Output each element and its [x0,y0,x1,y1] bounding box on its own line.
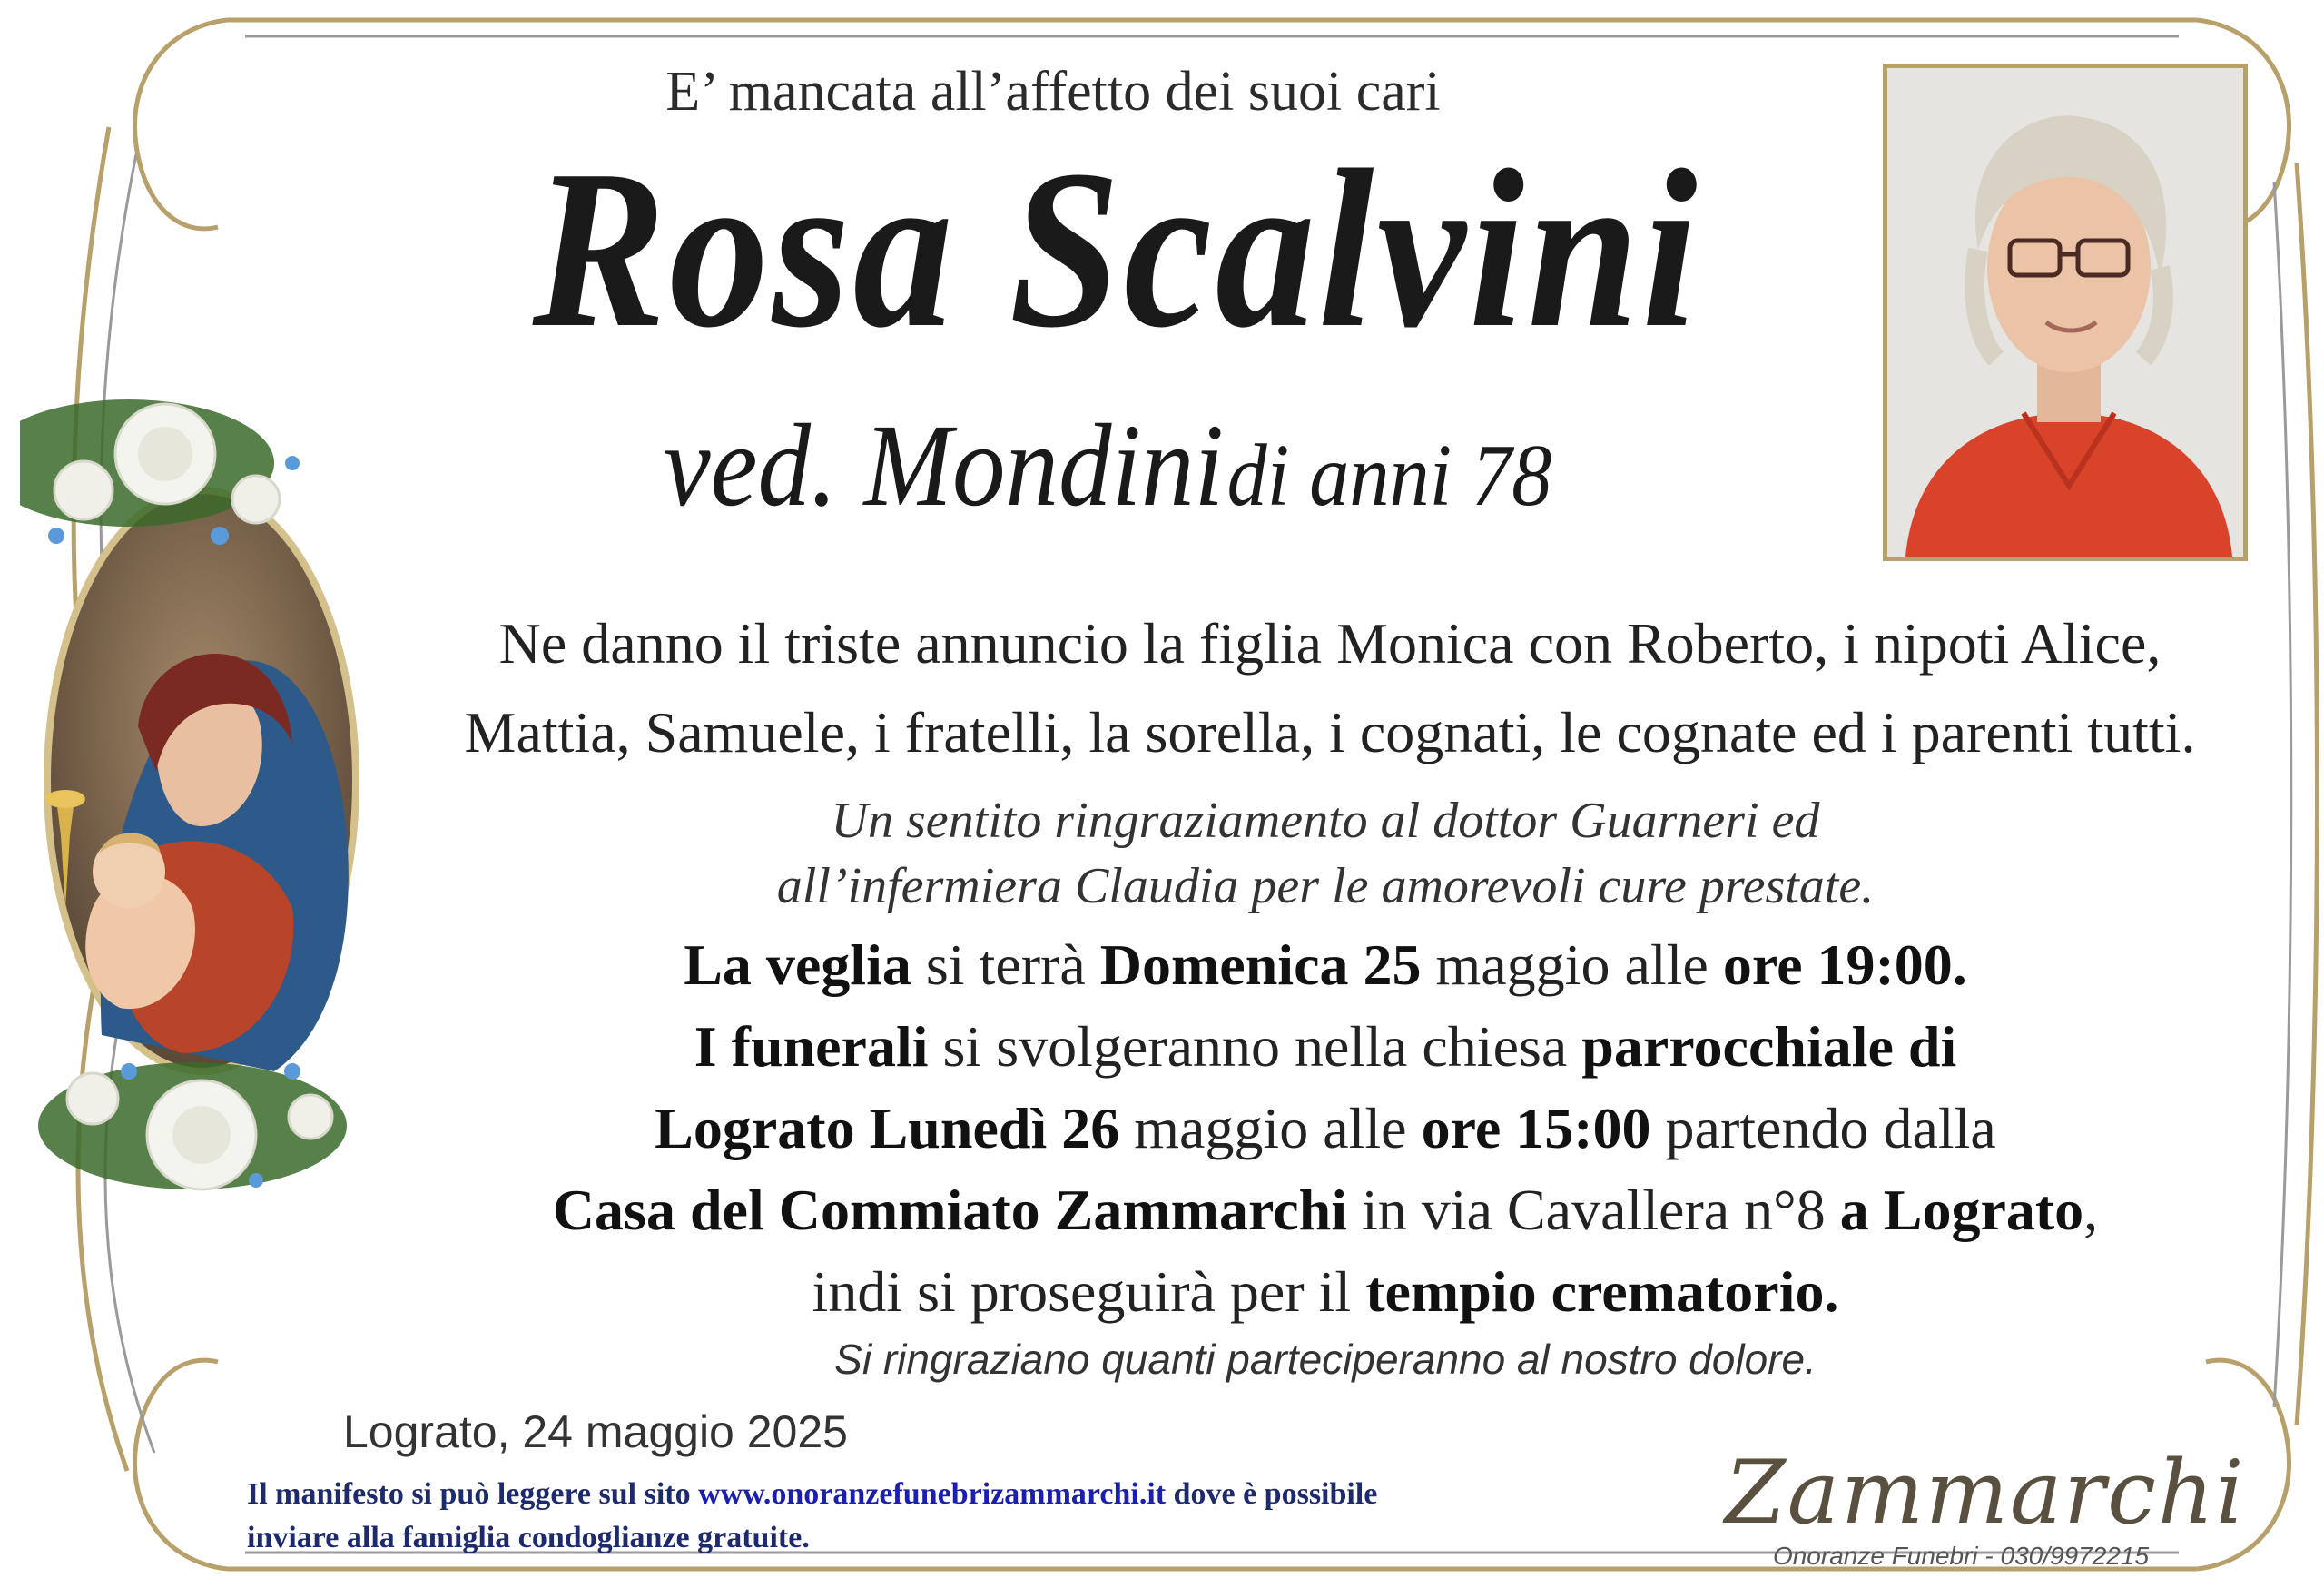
funeral-text: si svolgeranno nella chiesa [928,1014,1582,1079]
website-notice [247,1473,1663,1560]
brand-name: Zammarchi [1725,1442,2246,1544]
funeral-home: Casa del Commiato Zammarchi [552,1178,1348,1242]
funeral-text: indi si proseguirà per il [812,1259,1366,1324]
widow-of-text: ved. Mondini [663,400,1225,531]
brand-subtitle: Onoranze Funebri - 030/9972215 [1772,1542,2150,1570]
funeral-line [381,1169,2270,1251]
service-details [381,924,2270,1333]
funeral-line [381,1006,2270,1088]
deceased-subtitle [454,400,1761,531]
portrait-photo [1883,64,2248,561]
intro-text: E’ mancata all’affetto dei suoi cari [665,61,1441,123]
madonna-with-child-image [20,399,383,1217]
place-date: Lograto, 24 maggio 2025 [343,1406,848,1457]
mourners-line: Ne danno il triste annuncio la figlia Monica con Roberto, i nipoti Alice, [498,611,2162,676]
thanks-line: Un sentito ringraziamento al dottor Guarneri ed [831,793,1820,849]
funeral-home-brand [1725,1442,2246,1571]
thanks-line: all’infermiera Claudia per le amorevoli cure prestate. [776,858,1875,914]
website-text: Il manifesto si può leggere sul sito [247,1477,699,1511]
closing-text: Si ringraziano quanti parteciperanno al nostro dolore. [834,1336,1817,1383]
website-line: inviare alla famiglia condoglianze gratuite. [247,1521,810,1554]
vigil-day: Domenica 25 [1099,932,1422,997]
website-text: dove è possibile [1166,1477,1378,1511]
portrait-photo-graphic [1887,68,2243,557]
funeral-text: maggio alle [1119,1096,1422,1160]
age-text: di anni 78 [1226,427,1552,525]
vigil-time: ore 19:00. [1722,932,1967,997]
vigil-line [381,924,2270,1006]
website-link[interactable]: www.onoranzefunebrizammarchi.it [698,1477,1167,1511]
funeral-day: Lograto Lunedì 26 [655,1096,1120,1160]
funeral-line [381,1251,2270,1333]
funeral-text: , [2083,1178,2099,1242]
mourners-line: Mattia, Samuele, i fratelli, la sorella, i cognati, le cognate ed i parenti tutti. [464,700,2196,764]
funeral-line [381,1088,2270,1169]
funeral-church: parrocchiale di [1581,1014,1957,1079]
deceased-name: Rosa Scalvini [532,123,1701,375]
funeral-text: partendo dalla [1650,1096,1996,1160]
vigil-text: si terrà [911,932,1100,997]
vigil-label: La veglia [684,932,911,997]
mourners-paragraph [390,599,2270,777]
vigil-text: maggio alle [1421,932,1723,997]
funeral-town: a Lograto [1839,1178,2084,1242]
funeral-label: I funerali [694,1014,929,1079]
thanks-paragraph [508,788,2142,919]
funeral-time: ore 15:00 [1421,1096,1651,1160]
funeral-address: in via Cavallera n°8 [1347,1178,1840,1242]
website-line [247,1473,1663,1516]
crematorium: tempio crematorio. [1365,1259,1839,1324]
